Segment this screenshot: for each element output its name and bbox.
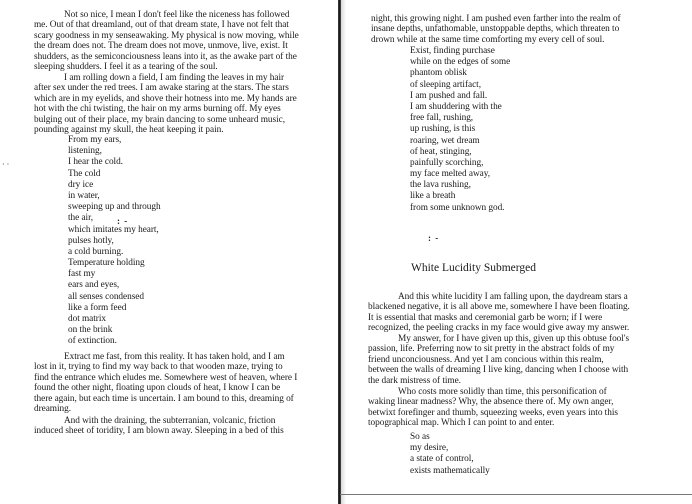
text-line: find the entrance which eludes me. Somewhere west of heaven, where I	[34, 372, 298, 383]
verse-line: dot matrix	[68, 314, 106, 324]
text-line: the dream does not. The dream does not move, unmove, live, exist. It	[34, 41, 288, 52]
text-line: me. Out of that dreamland, out of that dream state, I have not felt that	[34, 20, 289, 31]
page-bottom-edge	[340, 494, 692, 495]
right-para-1	[371, 14, 621, 45]
text-line: friend unconciousness. And yet I am concious within this realm,	[368, 354, 604, 365]
text-line: Extract me fast, from this reality. It has taken hold, and I am	[64, 352, 285, 362]
left-verse	[68, 135, 161, 348]
text-line: insane depths, unfathomable, unstoppable depths, which threaten to	[371, 24, 620, 35]
verse-line: the lava rushing,	[410, 180, 471, 191]
text-line: between the walls of dreaming I live king, dancing when I choose with	[368, 365, 629, 376]
verse-line: my desire,	[410, 443, 449, 454]
stray-mark: : -	[117, 216, 129, 226]
text-line: And this white lucidity I am falling upon, the daydream stars a	[398, 292, 628, 302]
verse-line: pulses hotly,	[68, 235, 114, 246]
text-line: which are in my eyelids, and shove their hotness into me. My hands are	[34, 93, 297, 104]
verse-line: exists mathematically	[410, 465, 490, 476]
verse-line: the air,	[68, 213, 94, 224]
margin-specks: · ·	[2, 160, 10, 169]
verse-line: which imitates my heart,	[68, 224, 159, 235]
verse-line: I am pushed and fall.	[410, 90, 488, 101]
verse-line: of heat, stinging,	[410, 146, 472, 157]
text-line: passion, life. Preferring now to sit pretty in the abstract folds of my	[368, 344, 615, 355]
text-line: there again, but each time is uncertain. I am bound to this, dreaming of	[34, 393, 294, 404]
verse-line: ears and eyes,	[68, 280, 120, 291]
text-line: And with the draining, the subterranian, volcanic, friction	[64, 416, 276, 426]
verse-line: a state of control,	[410, 454, 474, 465]
right-para-2	[368, 292, 630, 334]
text-line: I am rolling down a field, I am finding the leaves in my hair	[64, 73, 285, 83]
text-line: Who costs more solidly than time, this personification of	[398, 387, 607, 397]
text-line: shudders, as the semiconciousness leans into it, as the awake part of the	[34, 51, 297, 62]
verse-line: The cold	[68, 168, 101, 179]
text-line: sleeping shudders. I feel it as a tearing of the soul.	[34, 62, 218, 73]
verse-line: from some unknown god.	[410, 202, 505, 213]
text-line: betwixt forefinger and thumb, squeezing weeks, even years into this	[368, 407, 618, 418]
text-line: night, this growing night. I am pushed even farther into the realm of	[371, 14, 621, 24]
verse-line: all senses condensed	[68, 291, 144, 302]
text-line: blackened negative, it is all above me, somewhere I have been floating.	[368, 302, 630, 313]
verse-line: So as	[410, 432, 430, 442]
text-line: topographical map. Which I can point to and enter.	[368, 418, 555, 429]
verse-line: painfully scorching,	[410, 157, 484, 168]
verse-line: my face melted away,	[410, 169, 490, 180]
verse-line: of sleeping artifact,	[410, 79, 481, 90]
left-para-1	[34, 10, 299, 73]
verse-line: a cold burning.	[68, 246, 124, 257]
verse-line: up rushing, is this	[410, 124, 476, 135]
verse-line: in water,	[68, 190, 100, 201]
right-verse-2	[410, 432, 490, 477]
verse-line: I am shuddering with the	[410, 101, 502, 112]
text-line: waking linear madness? Why, the absence there of. My own anger,	[368, 397, 614, 408]
verse-line: like a breath	[410, 191, 456, 202]
verse-line: fast my	[68, 269, 96, 280]
text-line: It is essential that masks and ceremonial garb be worn; if I were	[368, 312, 603, 323]
text-line: drown while at the same time comforting my every cell of soul.	[371, 34, 605, 45]
verse-line: while on the edges of some	[410, 57, 511, 68]
text-line: pounding against my skull, the heat keeping it pain.	[34, 125, 224, 136]
verse-line: sweeping up and through	[68, 202, 161, 213]
text-line: Not so nice, I mean I don't feel like the niceness has followed	[64, 10, 290, 20]
left-page	[0, 0, 338, 504]
text-line: hot with the chi twisting, the hair on my arms burning off. My eyes	[34, 104, 281, 115]
section-mark: : -	[428, 233, 440, 243]
left-para-2	[34, 73, 297, 136]
left-para-3	[34, 352, 297, 415]
text-line: dreaming.	[34, 404, 71, 415]
right-page	[346, 0, 692, 504]
text-line: My answer, for I have given up this, given up this obtuse fool's	[398, 334, 630, 344]
left-para-4	[34, 416, 284, 437]
verse-line: like a form feed	[68, 302, 127, 313]
right-verse-1	[410, 46, 510, 214]
text-line: bulging out of their place, my brain dancing to some unheard music,	[34, 114, 285, 125]
verse-line: free fall, rushing,	[410, 113, 474, 124]
verse-line: phantom oblisk	[410, 68, 467, 79]
text-line: after sex under the red trees. I am awake staring at the stars. The stars	[34, 83, 289, 94]
section-heading: White Lucidity Submerged	[411, 262, 536, 274]
text-line: the dark mistress of time.	[368, 375, 461, 386]
verse-line: Exist, finding purchase	[410, 46, 495, 56]
verse-line: roaring, wet dream	[410, 135, 480, 146]
text-line: scary goodness in my senseawaking. My physical is now moving, while	[34, 30, 299, 41]
text-line: induced sheet of toridity, I am blown away. Sleeping in a bed of this	[34, 426, 284, 437]
text-line: found the other night, floating upon clouds of heat, I know I can be	[34, 383, 281, 394]
right-para-4	[368, 387, 618, 429]
text-line: lost in it, trying to find my way back to that wooden maze, trying to	[34, 362, 283, 373]
verse-line: Temperature holding	[68, 258, 145, 269]
verse-line: on the brink	[68, 325, 113, 336]
verse-line: of extinction.	[68, 336, 117, 347]
verse-line: listening,	[68, 146, 102, 157]
verse-line: dry ice	[68, 179, 94, 190]
text-line: recognized, the peeling cracks in my face would give away my answer.	[368, 323, 630, 334]
verse-line: I hear the cold.	[68, 157, 123, 168]
right-para-3	[368, 334, 629, 386]
verse-line: From my ears,	[68, 135, 122, 145]
